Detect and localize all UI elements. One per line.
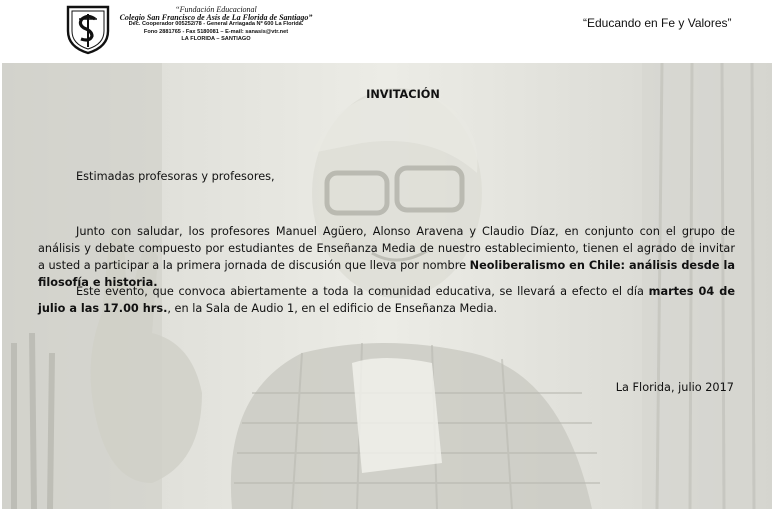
event-name: Neoliberalismo en Chile: análisis desde la filosofía e historia. [38, 259, 735, 289]
letter-greeting: Estimadas profesoras y profesores, [76, 170, 275, 183]
contact-line: Fono 2881765 - Fax 5180081 – E-mail: sanasis@vtr.net [143, 28, 289, 35]
event-location: , en la Sala de Audio 1, en el edificio de Enseñanza Media. [167, 302, 498, 315]
city-line: LA FLORIDA – SANTIAGO [181, 36, 251, 43]
letter-title: INVITACIÓN [366, 88, 440, 101]
paragraph-details-text: Este evento, que convoca abiertamente a toda la comunidad educativa, se llevará a efecto el día [76, 285, 649, 298]
paragraph-invitation [38, 223, 735, 291]
school-motto: “Educando en Fe y Valores” [583, 16, 732, 30]
college-name: Colegio San Francisco de Asís de La Florida de Santiago” [119, 12, 313, 22]
paragraph-details [38, 283, 735, 317]
paragraph-invitation-text: Junto con saludar, los profesores Manuel Agüero, Alonso Aravena y Claudio Díaz, en conjunto con el grupo de análisis y debate compuesto por estudiantes de Enseñanza Media de nuestro establecimiento, tienen el agrado de invitar a usted a participar a la primera jornada de discusión que lleva por nombre [38, 225, 735, 272]
decree-line: Dec. Cooperador 005252/78 - General Arriagada Nº 600 La Florida. [128, 21, 304, 28]
foundation-name: “Fundación Educacional [175, 5, 257, 14]
letter-signoff: La Florida, julio 2017 [615, 381, 734, 394]
event-date-time: martes 04 de julio a las 17.00 hrs. [38, 285, 735, 315]
